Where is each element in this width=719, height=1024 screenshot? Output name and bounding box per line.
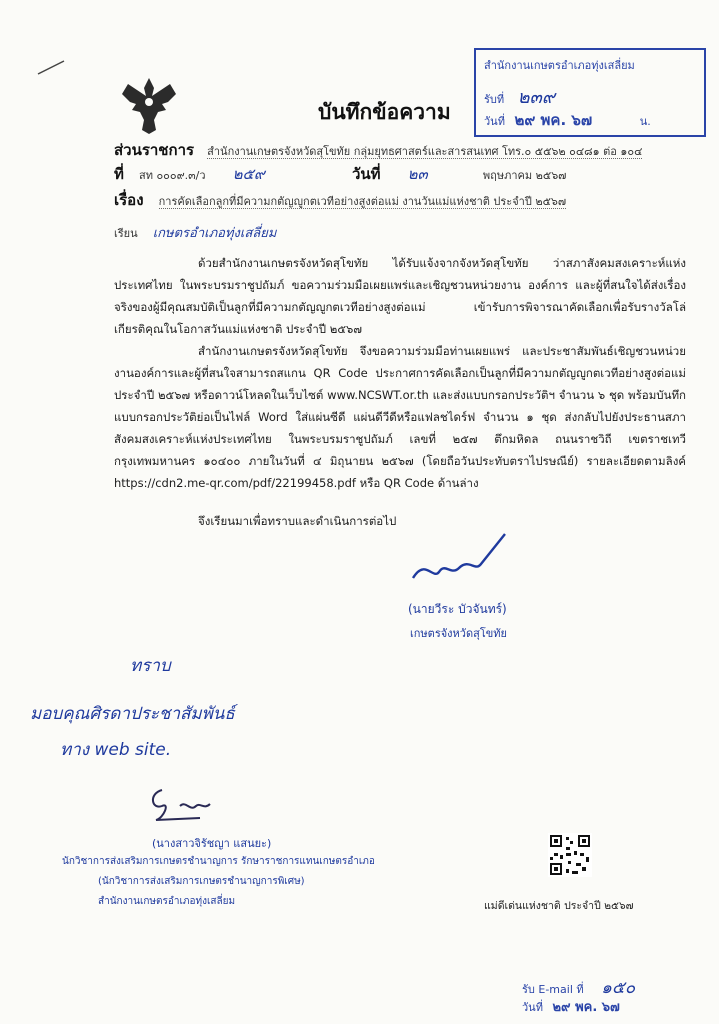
signer1-position: เกษตรจังหวัดสุโขทัย xyxy=(410,627,507,640)
signer2-position-2: (นักวิชาการส่งเสริมการเกษตรชำนาญการพิเศษ) xyxy=(98,876,305,887)
ref-row xyxy=(114,162,265,186)
stamp-date-value: ๒๙ พค. ๖๗ xyxy=(514,111,593,129)
date-month-year: พฤษภาคม ๒๕๖๗ xyxy=(482,169,567,182)
stamp-date-row xyxy=(484,108,651,132)
qr-code-icon xyxy=(548,833,592,877)
email-stamp-date-row xyxy=(522,996,620,1017)
signer2-name: (นางสาวจิรัชญา แสนยะ) xyxy=(152,837,272,850)
ref-prefix: สท ๐๐๐๙.๓/ว xyxy=(138,169,206,182)
note-line-3: ทาง web site. xyxy=(60,740,172,760)
signer2-position-1: นักวิชาการส่งเสริมการเกษตรชำนาญการ รักษาราชการแทนเกษตรอำเภอ xyxy=(62,856,375,867)
to-label: เรียน xyxy=(114,227,138,240)
stamp-received-no: ๒๓๙ xyxy=(517,87,556,108)
body-paragraph-2: สำนักงานเกษตรจังหวัดสุโขทัย จึงขอความร่วมมือท่านเผยแพร่ และประชาสัมพันธ์เชิญชวนหน่วยงานองค์การและผู้ที่สนใจสามารถสแกน QR Code ประกาศการคัดเลือกเป็นลูกที่มีความกตัญญูกตเวทีอย่างสูงต่อแม่ ประจำปี ๒๕๖๗ หรือดาวน์โหลดในเว็บไซต์ www.NCSWT.or.th และส่งแบบกรอกประวัติฯ จำนวน ๖ ชุด พร้อมบันทึกแบบกรอกประวัติย่อเป็นไฟล์ Word ใส่แผ่นซีดี แผ่นดีวีดีหรือแฟลชไดร์ฟ จำนวน ๑ ชุด ส่งกลับไปยังประธานสภาสังคมสงเคราะห์แห่งประเทศไทย ในพระบรมราชูปถัมภ์ เลขที่ ๒๕๗ ตึกมหิดล ถนนราชวิถี เขตราชเทวี กรุงเทพมหานคร ๑๐๔๐๐ ภายในวันที่ ๔ มิถุนายน ๒๕๖๗ (โดยถือวันประทับตราไปรษณีย์) รายละเอียดตามลิงค์ https://cdn2.me-qr.com/pdf/22199458.pdf หรือ QR Code ด้านล่าง xyxy=(114,344,686,490)
receipt-stamp xyxy=(474,48,706,137)
email-stamp-no: ๑๕๐ xyxy=(601,978,636,998)
email-stamp-date-value: ๒๙ พค. ๖๗ xyxy=(552,1000,620,1015)
subject-row xyxy=(114,188,566,212)
subject-value: การคัดเลือกลูกที่มีความกตัญญูกตเวทีอย่างสูงต่อแม่ งานวันแม่แห่งชาติ ประจำปี ๒๕๖๗ xyxy=(158,195,567,208)
to-row xyxy=(114,222,276,243)
date-day: ๒๓ xyxy=(407,165,428,183)
agency-label: ส่วนราชการ xyxy=(114,141,195,159)
closing-line: จึงเรียนมาเพื่อทราบและดำเนินการต่อไป xyxy=(198,514,397,528)
date-row xyxy=(352,162,566,186)
agency-row xyxy=(114,138,642,162)
garuda-emblem-icon xyxy=(118,74,180,136)
to-recipient: เกษตรอำเภอทุ่งเสลี่ยม xyxy=(152,226,277,241)
pen-stroke-mark xyxy=(36,58,66,76)
subject-label: เรื่อง xyxy=(114,191,144,209)
ref-number: ๒๕๙ xyxy=(232,165,265,183)
email-stamp-date-label: วันที่ xyxy=(522,1001,543,1014)
stamp-received-row xyxy=(484,82,555,111)
memo-title: บันทึกข้อความ xyxy=(318,100,451,124)
signature-scribble-1 xyxy=(405,528,515,592)
note-line-2: มอบคุณศิรดาประชาสัมพันธ์ xyxy=(30,704,235,724)
date-label: วันที่ xyxy=(352,165,381,183)
signer1-name: (นายวีระ บัวจันทร์) xyxy=(408,602,507,616)
agency-value: สำนักงานเกษตรจังหวัดสุโขทัย กลุ่มยุทธศาสตร์และสารสนเทศ โทร.๐ ๕๕๖๒ ๐๔๘๑ ต่อ ๑๐๔ xyxy=(207,145,643,158)
stamp-date-label: วันที่ xyxy=(484,115,505,128)
body-paragraph-1: ด้วยสำนักงานเกษตรจังหวัดสุโขทัย ได้รับแจ้งจากจังหวัดสุโขทัย ว่าสภาสังคมสงเคราะห์แห่งประเทศไทย ในพระบรมราชูปถัมภ์ ขอความร่วมมือเผยแพร่และเชิญชวนหน่วยงาน องค์การ และผู้ที่สนใจได้ส่งเรื่องจริงของผู้มีคุณสมบัติเป็นลูกที่มีความกตัญญูกตเวทีอย่างสูงต่อแม่ เข้ารับการพิจารณาคัดเลือกเพื่อรับรางวัลโล่เกียรติคุณในโอกาสวันแม่แห่งชาติ ประจำปี ๒๕๖๗ xyxy=(114,256,686,336)
qr-caption: แม่ดีเด่นแห่งชาติ ประจำปี ๒๕๖๗ xyxy=(484,900,634,912)
signer2-office: สำนักงานเกษตรอำเภอทุ่งเสลี่ยม xyxy=(98,896,236,907)
stamp-received-label: รับที่ xyxy=(484,93,505,106)
email-stamp-label: รับ E-mail ที่ xyxy=(522,983,584,996)
stamp-time-suffix: น. xyxy=(639,115,651,128)
note-line-1: ทราบ xyxy=(130,656,171,676)
stamp-office: สำนักงานเกษตรอำเภอทุ่งเสลี่ยม xyxy=(484,59,635,72)
ref-label: ที่ xyxy=(114,165,124,183)
signature-scribble-2 xyxy=(140,784,220,828)
